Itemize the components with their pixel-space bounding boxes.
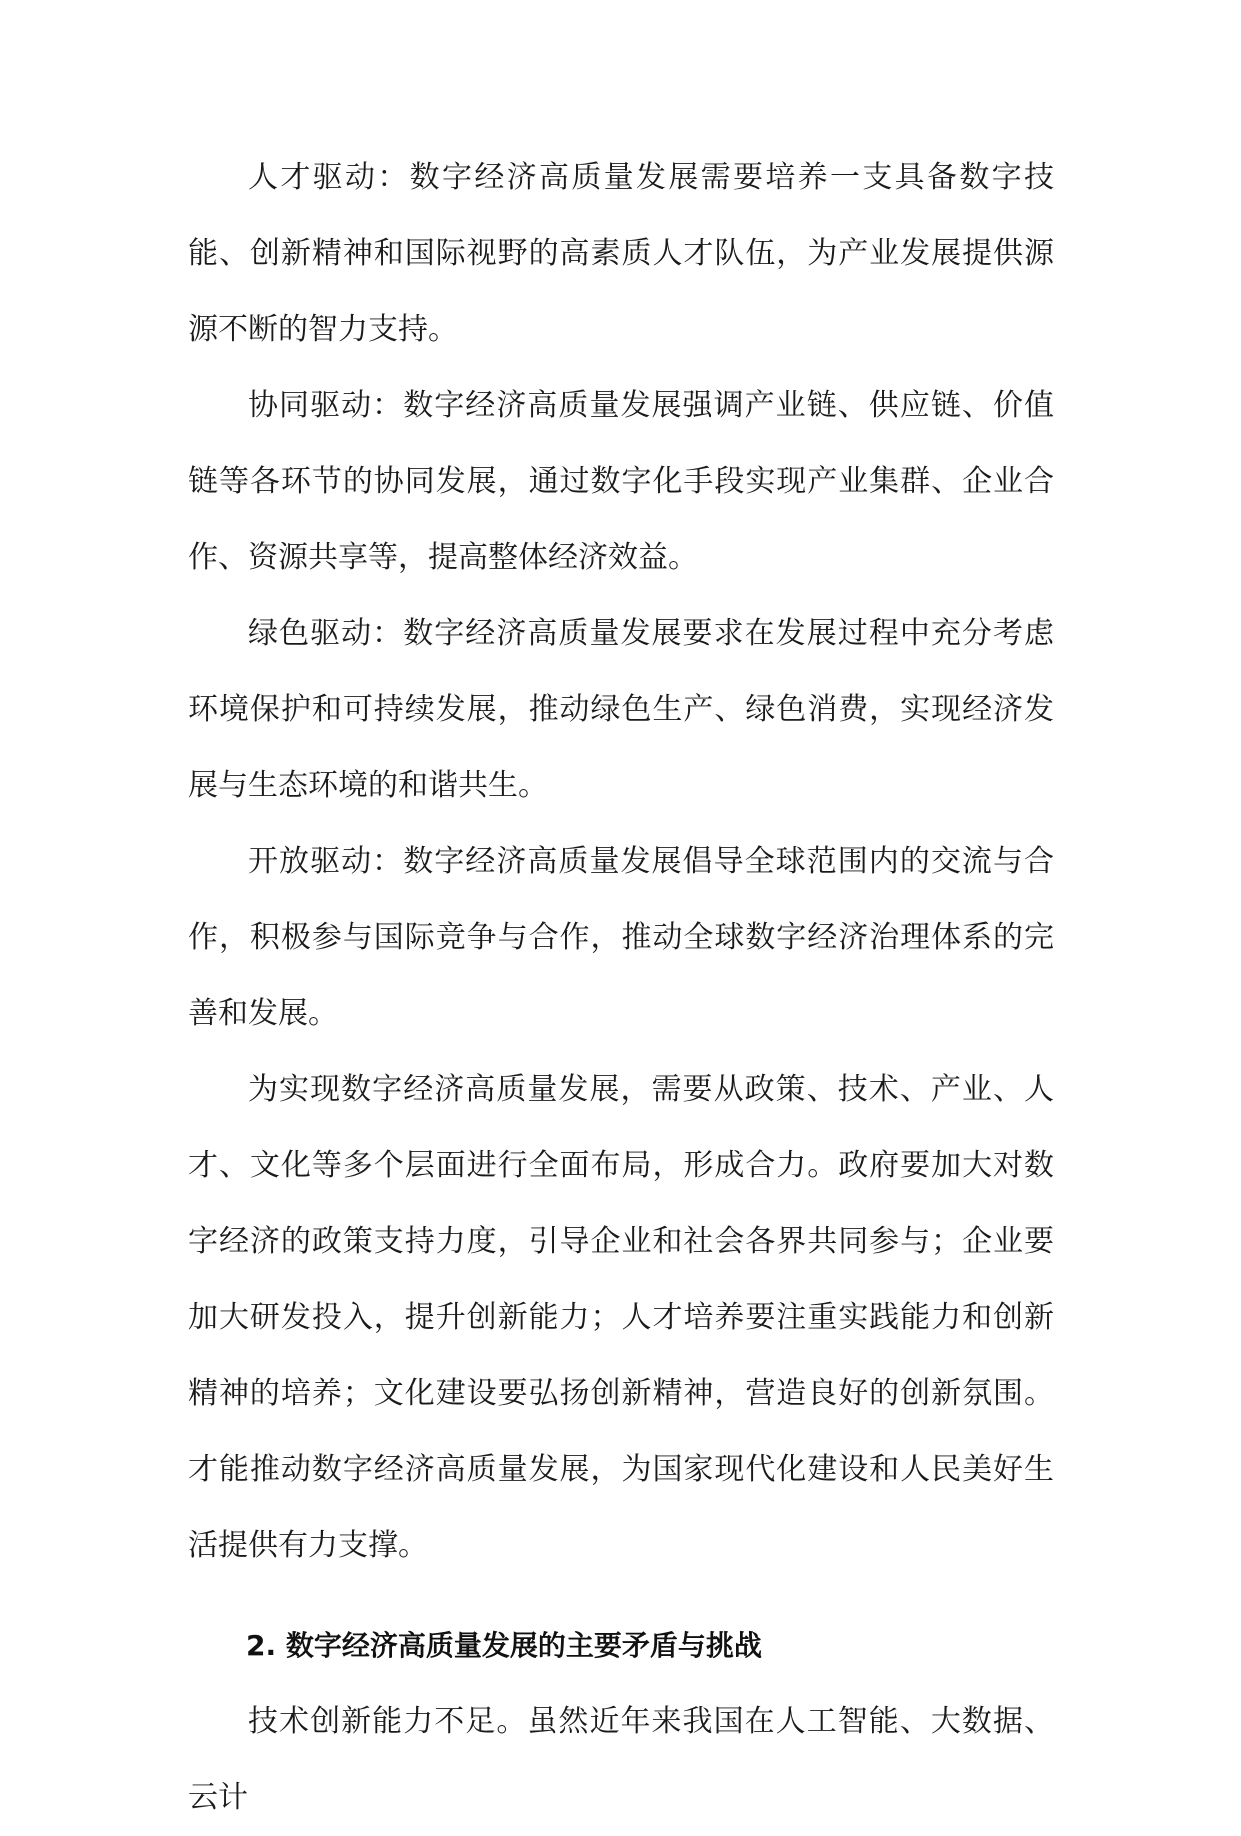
paragraph-tech-innovation: 技术创新能力不足。虽然近年来我国在人工智能、大数据、云计 — [188, 1704, 1054, 1815]
section-heading: 2. 数字经济高质量发展的主要矛盾与挑战 — [246, 1629, 762, 1662]
paragraph-implementation: 为实现数字经济高质量发展，需要从政策、技术、产业、人才、文化等多个层面进行全面布局，形成合力。政府要加大对数字经济的政策支持力度，引导企业和社会各界共同参与；企业要加大研发投入，提升创新能力；人才培养要注重实践能力和创新精神的培养；文化建设要弘扬创新精神，营造良好的创新氛围。才能推动数字经济高质量发展，为国家现代化建设和人民美好生活提供有力支撑。 — [188, 1072, 1054, 1563]
paragraph-synergy-driven: 协同驱动：数字经济高质量发展强调产业链、供应链、价值链等各环节的协同发展，通过数字化手段实现产业集群、企业合作、资源共享等，提高整体经济效益。 — [188, 388, 1054, 575]
paragraph-green-driven: 绿色驱动：数字经济高质量发展要求在发展过程中充分考虑环境保护和可持续发展，推动绿色生产、绿色消费，实现经济发展与生态环境的和谐共生。 — [188, 616, 1054, 803]
paragraph-open-driven: 开放驱动：数字经济高质量发展倡导全球范围内的交流与合作，积极参与国际竞争与合作，推动全球数字经济治理体系的完善和发展。 — [188, 844, 1054, 1031]
paragraph-talent-driven: 人才驱动：数字经济高质量发展需要培养一支具备数字技能、创新精神和国际视野的高素质人才队伍，为产业发展提供源源不断的智力支持。 — [188, 160, 1054, 347]
document-body — [188, 140, 1054, 1836]
